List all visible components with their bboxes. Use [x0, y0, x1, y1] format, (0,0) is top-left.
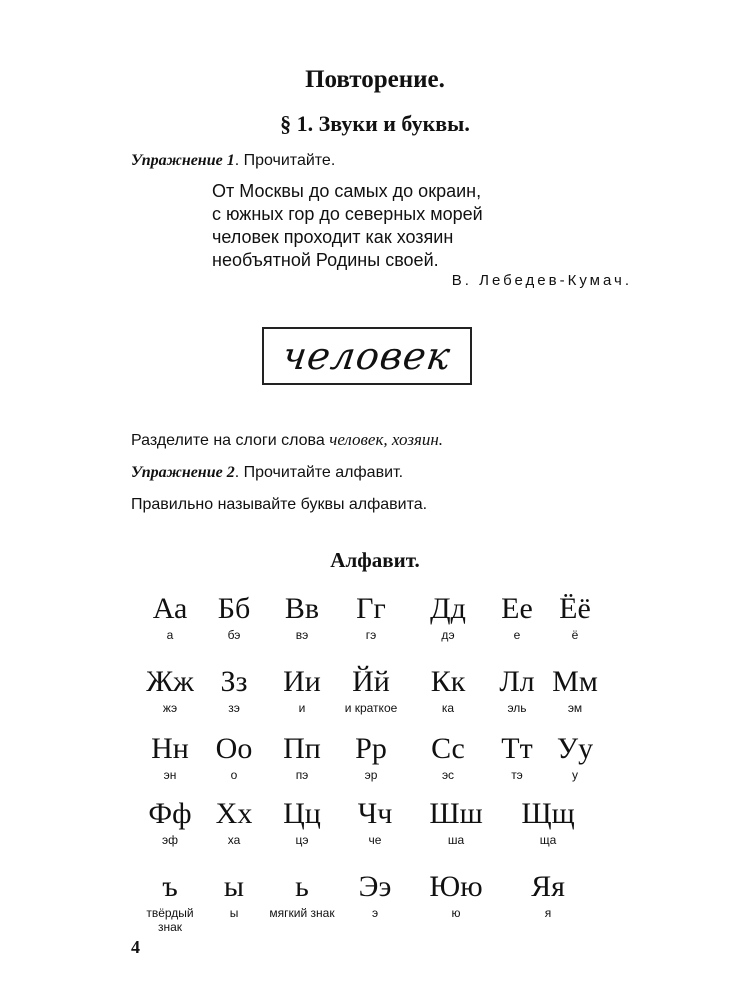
- alphabet-row: [130, 870, 610, 940]
- alphabet-letter: Аа: [152, 592, 188, 625]
- alphabet-cell: [267, 592, 337, 642]
- alphabet-letter-name: эр: [364, 768, 378, 782]
- alphabet-letter-name: цэ: [295, 833, 309, 847]
- alphabet-letter: ы: [223, 870, 245, 903]
- alphabet-letter-name: я: [544, 906, 552, 920]
- alphabet-cell: [413, 665, 483, 715]
- alphabet-cell: [267, 797, 337, 847]
- alphabet-letter: Кк: [430, 665, 466, 698]
- alphabet-letter: Ее: [501, 592, 533, 625]
- poem-author: В. Лебедев-Кумач.: [451, 272, 632, 289]
- exercise-1-label: Упражнение 1: [131, 152, 235, 169]
- task-alphabet: Правильно называйте буквы алфавита.: [131, 496, 428, 513]
- alphabet-letter: Вв: [284, 592, 320, 625]
- alphabet-cell: [336, 592, 406, 642]
- alphabet-letter-name: у: [572, 768, 578, 782]
- task-syllables-words: человек, хозяин.: [329, 430, 444, 449]
- alphabet-cell: [199, 870, 269, 920]
- poem-line: с южных гор до северных морей: [212, 204, 483, 224]
- alphabet-letter-name: зэ: [228, 701, 240, 715]
- alphabet-title: Алфавит.: [330, 548, 420, 572]
- exercise-1-heading: [131, 152, 335, 170]
- alphabet-cell: [135, 592, 205, 642]
- alphabet-letter-name: гэ: [365, 628, 377, 642]
- alphabet-letter-name: дэ: [441, 628, 455, 642]
- alphabet-letter: Йй: [352, 665, 390, 698]
- alphabet-letter-name: эм: [567, 701, 583, 715]
- alphabet-cell: [340, 870, 410, 920]
- alphabet-letter: ь: [295, 870, 309, 903]
- task-syllables-text: Разделите на слоги слова: [131, 432, 330, 449]
- alphabet-letter-name: ы: [229, 906, 239, 920]
- alphabet-letter: Фф: [148, 797, 192, 830]
- alphabet-cell: [336, 732, 406, 782]
- alphabet-cell: [421, 870, 491, 920]
- poem-line: человек проходит как хозяин: [212, 227, 454, 247]
- alphabet-letter-name: ка: [441, 701, 455, 715]
- alphabet-letter: Уу: [556, 732, 594, 765]
- boxed-word: человек: [280, 334, 454, 378]
- alphabet-letter: Чч: [357, 797, 393, 830]
- alphabet-letter-name: тэ: [511, 768, 523, 782]
- alphabet-row: [130, 797, 610, 867]
- alphabet-cell: [267, 665, 337, 715]
- alphabet-cell: [340, 797, 410, 847]
- alphabet-cell: [135, 665, 205, 715]
- alphabet-letter-name: эс: [441, 768, 455, 782]
- alphabet-letter: Ии: [283, 665, 321, 698]
- alphabet-letter: Бб: [217, 592, 251, 625]
- alphabet-cell: [540, 732, 610, 782]
- alphabet-row: [130, 592, 610, 662]
- alphabet-letter: ъ: [162, 870, 178, 903]
- alphabet-letter-name: ё: [571, 628, 579, 642]
- alphabet-letter-name: и краткое: [344, 701, 398, 715]
- poem: [212, 180, 483, 272]
- poem-line: необъятной Родины своей.: [212, 250, 439, 270]
- alphabet-letter: Тт: [501, 732, 533, 765]
- alphabet-letter: Рр: [355, 732, 387, 765]
- alphabet-letter: Ёё: [559, 592, 591, 625]
- alphabet-letter: Цц: [283, 797, 321, 830]
- alphabet-letter-name: эн: [163, 768, 177, 782]
- alphabet-row: [130, 732, 610, 802]
- alphabet-letter-name: ща: [539, 833, 557, 847]
- alphabet-cell: [199, 797, 269, 847]
- alphabet-letter-name: е: [513, 628, 521, 642]
- alphabet-letter: Пп: [283, 732, 321, 765]
- alphabet-cell: [267, 870, 337, 920]
- alphabet-letter: Гг: [356, 592, 386, 625]
- boxed-word-frame: [262, 327, 472, 385]
- alphabet-letter-name: че: [368, 833, 382, 847]
- alphabet-cell: [199, 592, 269, 642]
- alphabet-cell: [421, 797, 491, 847]
- alphabet-letter: Сс: [431, 732, 465, 765]
- alphabet-letter-name: а: [166, 628, 174, 642]
- page-number: 4: [131, 937, 140, 957]
- task-syllables: [131, 430, 443, 450]
- alphabet-cell: [540, 665, 610, 715]
- alphabet-letter-name: э: [371, 906, 379, 920]
- alphabet-letter-name: и: [298, 701, 306, 715]
- alphabet-cell: [199, 732, 269, 782]
- alphabet-letter: Жж: [146, 665, 194, 698]
- alphabet-letter: Шш: [429, 797, 483, 830]
- alphabet-letter: Нн: [151, 732, 189, 765]
- alphabet-letter: Лл: [499, 665, 535, 698]
- alphabet-letter: Оо: [215, 732, 253, 765]
- alphabet-letter: Дд: [430, 592, 466, 625]
- alphabet-letter-name: о: [230, 768, 238, 782]
- alphabet-letter-name: ша: [447, 833, 465, 847]
- alphabet-letter: Ээ: [358, 870, 392, 903]
- exercise-2-heading: [131, 464, 403, 482]
- alphabet-cell: [513, 797, 583, 847]
- alphabet-letter-name: вэ: [295, 628, 309, 642]
- page-title: Повторение.: [305, 66, 445, 93]
- alphabet-letter: Яя: [531, 870, 565, 903]
- alphabet-letter-name: твёрдый знак: [146, 906, 194, 934]
- alphabet-letter: Мм: [552, 665, 598, 698]
- exercise-2-label: Упражнение 2: [131, 464, 235, 481]
- alphabet-letter: Хх: [215, 797, 253, 830]
- alphabet-cell: [267, 732, 337, 782]
- alphabet-cell: [336, 665, 406, 715]
- alphabet-letter: Юю: [429, 870, 483, 903]
- alphabet-letter-name: мягкий знак: [269, 906, 335, 920]
- alphabet-cell: [199, 665, 269, 715]
- section-title: § 1. Звуки и буквы.: [280, 111, 470, 136]
- alphabet-row: [130, 665, 610, 735]
- alphabet-cell: [135, 870, 205, 934]
- alphabet-cell: [135, 797, 205, 847]
- alphabet-letter-name: пэ: [295, 768, 309, 782]
- alphabet-letter: Зз: [220, 665, 248, 698]
- alphabet-cell: [413, 732, 483, 782]
- exercise-1-text: . Прочитайте.: [234, 152, 336, 169]
- alphabet-letter: Щщ: [521, 797, 575, 830]
- alphabet-cell: [413, 592, 483, 642]
- alphabet-letter-name: бэ: [227, 628, 241, 642]
- alphabet-cell: [513, 870, 583, 920]
- alphabet-cell: [540, 592, 610, 642]
- alphabet-letter-name: ю: [451, 906, 461, 920]
- alphabet-letter-name: жэ: [162, 701, 178, 715]
- alphabet-cell: [135, 732, 205, 782]
- alphabet-letter-name: эль: [507, 701, 527, 715]
- exercise-2-text: . Прочитайте алфавит.: [234, 464, 404, 481]
- alphabet-letter-name: ха: [227, 833, 241, 847]
- poem-line: От Москвы до самых до окраин,: [212, 181, 482, 201]
- alphabet-letter-name: эф: [162, 833, 178, 847]
